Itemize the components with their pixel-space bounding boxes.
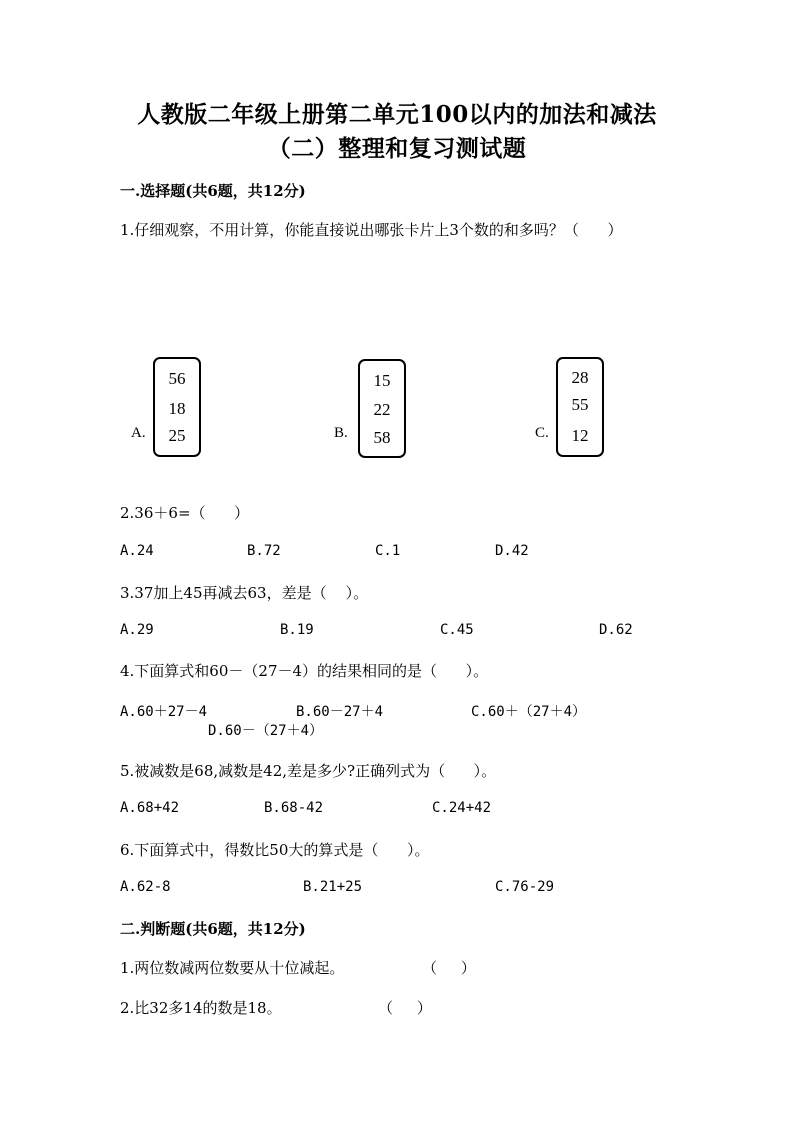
option-b: B.68-42 — [264, 800, 324, 816]
page-title-line1: 人教版二年级上册第二单元100以内的加法和减法 — [137, 101, 657, 128]
option-b: B.60－27＋4 — [296, 704, 384, 720]
card-b-label: B. — [334, 425, 348, 441]
option-c: C.60＋（27＋4） — [471, 704, 587, 720]
option-b: B.72 — [247, 543, 281, 559]
section-heading-choice: 一.选择题(共6题，共12分) — [120, 182, 306, 200]
option-a: A.62-8 — [120, 879, 171, 895]
card-c-number: 55 — [571, 395, 589, 414]
judgment-question-2: 2.比32多14的数是18。 — [120, 999, 282, 1017]
question-4: 4.下面算式和60－（27－4）的结果相同的是（ ）。 — [120, 662, 489, 680]
card-c — [556, 357, 604, 457]
answer-bracket: （ ） — [378, 999, 432, 1017]
card-b-number: 22 — [373, 400, 391, 419]
option-a: A.29 — [120, 622, 154, 638]
card-b-number: 58 — [373, 428, 391, 447]
question-3: 3.37加上45再减去63，差是（ ）。 — [120, 584, 369, 602]
card-b-number: 15 — [373, 371, 391, 390]
judgment-question-1: 1.两位数减两位数要从十位减起。 — [120, 959, 345, 977]
question-2: 2.36＋6=（ ） — [120, 504, 250, 522]
card-a-number: 18 — [168, 399, 186, 418]
card-a-label: A. — [131, 425, 146, 441]
option-a: A.60＋27－4 — [120, 704, 208, 720]
option-c: C.45 — [440, 622, 474, 638]
section-heading-judgment: 二.判断题(共6题，共12分) — [120, 920, 306, 938]
card-c-number: 28 — [571, 368, 589, 387]
option-b: B.21+25 — [303, 879, 363, 895]
page-title-line2: （二）整理和复习测试题 — [267, 135, 527, 162]
option-d: D.42 — [495, 543, 529, 559]
option-a: A.24 — [120, 543, 154, 559]
card-a-number: 56 — [168, 369, 186, 388]
option-d: D.60－（27＋4） — [208, 723, 324, 739]
option-c: C.24+42 — [432, 800, 492, 816]
card-a — [153, 357, 201, 457]
question-1: 1.仔细观察，不用计算，你能直接说出哪张卡片上3个数的和多吗？（ ） — [120, 221, 623, 239]
option-d: D.62 — [599, 622, 633, 638]
card-c-label: C. — [535, 425, 549, 441]
option-c: C.76-29 — [495, 879, 555, 895]
answer-bracket: （ ） — [422, 959, 476, 977]
card-c-number: 12 — [571, 426, 589, 445]
option-b: B.19 — [280, 622, 314, 638]
card-b — [358, 359, 406, 458]
question-5: 5.被减数是68,减数是42,差是多少?正确列式为（ ）。 — [120, 762, 497, 780]
question-6: 6.下面算式中，得数比50大的算式是（ ）。 — [120, 841, 430, 859]
card-a-number: 25 — [168, 426, 186, 445]
option-a: A.68+42 — [120, 800, 180, 816]
option-c: C.1 — [375, 543, 401, 559]
